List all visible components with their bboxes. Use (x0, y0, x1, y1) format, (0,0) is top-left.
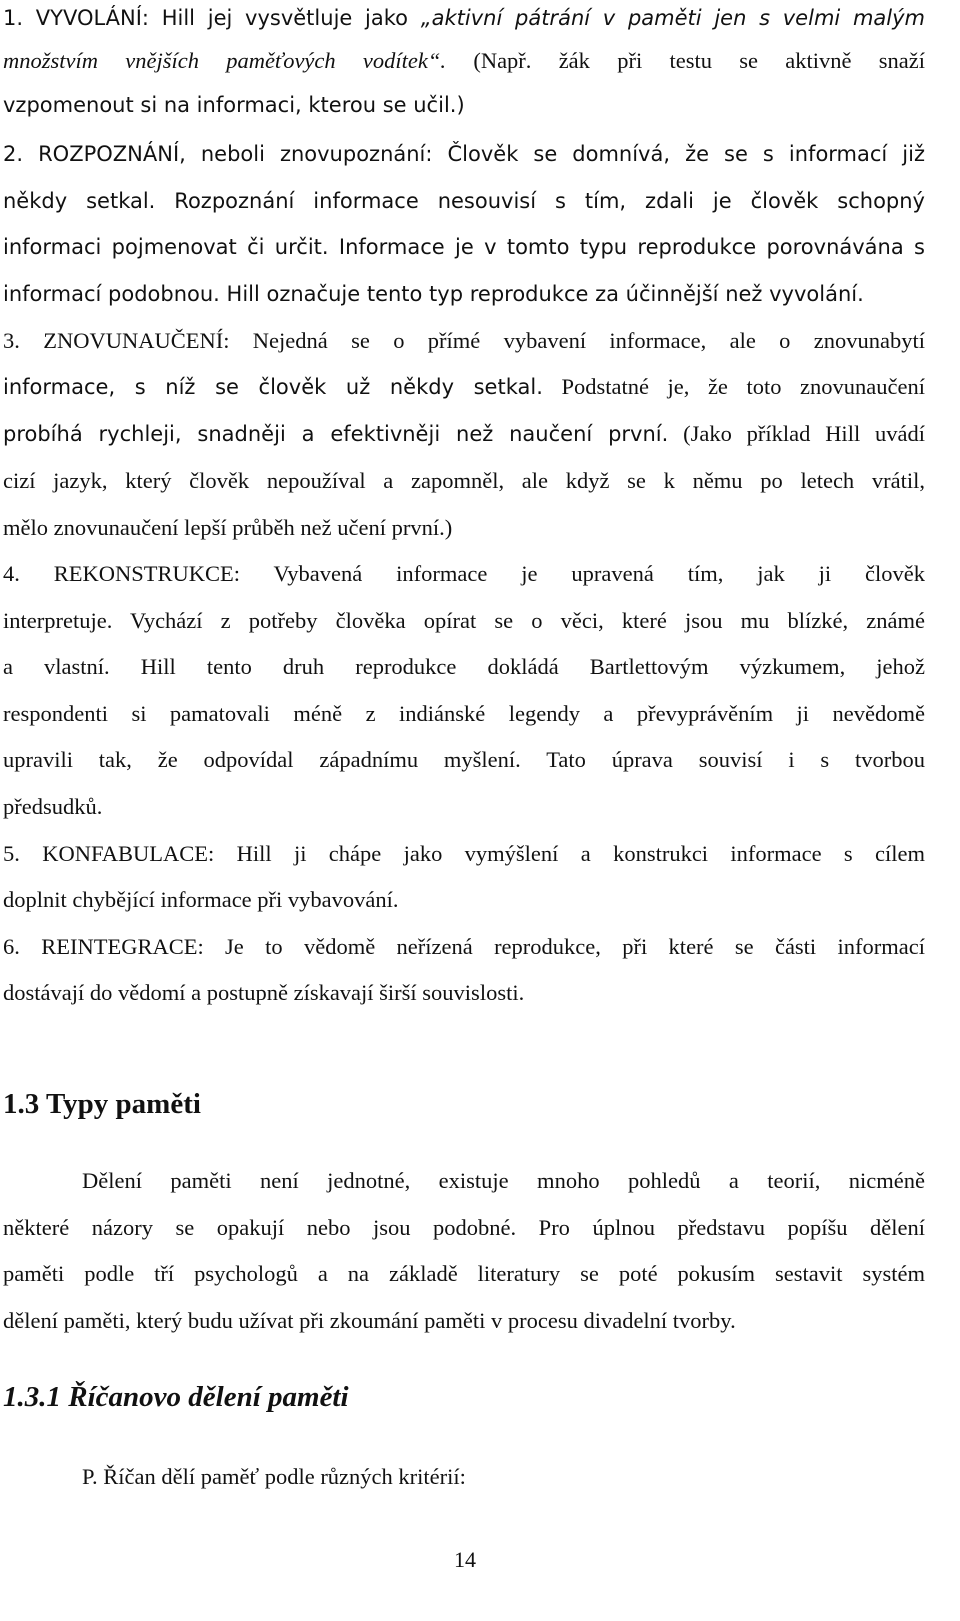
item-1-line-2 (3, 46, 925, 76)
item-4-line-4: respondenti si pamatovali méně z indiánské legendy a převyprávěním ji nevědomě (3, 701, 925, 726)
section-para-line-2: některé názory se opakují nebo jsou podobné. Pro úplnou představu popíšu dělení (3, 1215, 925, 1240)
item-2-line-4: informací podobnou. Hill označuje tento typ reprodukce za účinnější než vyvolání. (3, 282, 864, 306)
item-1-example: (Např. žák při testu se aktivně snaží (446, 48, 926, 73)
item-4-line-6: předsudků. (3, 794, 103, 819)
item-1-line-1 (3, 3, 925, 33)
item-3-line-3-serif: (Jako příklad Hill uvádí (668, 421, 925, 446)
item-4-line-5: upravili tak, že odpovídal západnímu myšlení. Tato úprava souvisí i s tvorbou (3, 747, 925, 772)
section-para-line-3: paměti podle tří psychologů a na základě literatury se poté pokusím sestavit systém (3, 1261, 925, 1286)
section-para-line-1: Dělení paměti není jednotné, existuje mnoho pohledů a teorií, nicméně (82, 1168, 925, 1193)
item-4-line-1: 4. REKONSTRUKCE: Vybavená informace je upravená tím, jak ji člověk (3, 561, 925, 586)
subsection-para: P. Říčan dělí paměť podle různých kritérií: (82, 1464, 466, 1489)
item-3-line-2-sans: informace, s níž se člověk už někdy setkal. (3, 375, 543, 399)
item-3-line-3 (3, 419, 925, 449)
item-3-line-2-serif: Podstatné je, že toto znovunaučení (542, 374, 926, 399)
item-1-line-3: vzpomenout si na informaci, kterou se učil.) (3, 93, 465, 117)
item-2-line-1: 2. ROZPOZNÁNÍ, neboli znovupoznání: Člověk se domnívá, že se s informací již (3, 142, 925, 166)
item-3-line-1: 3. ZNOVUNAUČENÍ: Nejedná se o přímé vybavení informace, ale o znovunabytí (3, 328, 925, 353)
item-6-line-1: 6. REINTEGRACE: Je to vědomě neřízená reprodukce, při které se části informací (3, 934, 925, 959)
item-3-line-2 (3, 372, 925, 402)
item-4-line-3: a vlastní. Hill tento druh reprodukce dokládá Bartlettovým výzkumem, jehož (3, 654, 925, 679)
item-1-prefix: 1. VYVOLÁNÍ: Hill jej vysvětluje jako (3, 6, 421, 30)
page-number: 14 (454, 1547, 476, 1572)
item-3-line-4: cizí jazyk, který člověk nepoužíval a zapomněl, ale když se k němu po letech vrátil, (3, 468, 925, 493)
item-3-line-5: mělo znovunaučení lepší průběh než učení první.) (3, 515, 453, 540)
item-5-line-2: doplnit chybějící informace při vybavování. (3, 887, 399, 912)
item-4-line-2: interpretuje. Vychází z potřeby člověka opírat se o věci, které jsou mu blízké, známé (3, 608, 925, 633)
item-5-line-1: 5. KONFABULACE: Hill ji chápe jako vymýšlení a konstrukci informace s cílem (3, 841, 925, 866)
subsection-heading: 1.3.1 Říčanovo dělení paměti (3, 1381, 349, 1413)
item-2-line-2: někdy setkal. Rozpoznání informace nesouvisí s tím, zdali je člověk schopný (3, 189, 925, 213)
item-6-line-2: dostávají do vědomí a postupně získavají širší souvislosti. (3, 980, 525, 1005)
section-para-line-4: dělení paměti, který budu užívat při zkoumání paměti v procesu divadelní tvorby. (3, 1308, 736, 1333)
item-1-quote-end: množstvím vnějších paměťových vodítek“. (3, 48, 447, 73)
section-heading: 1.3 Typy paměti (3, 1088, 201, 1120)
item-2-line-3: informaci pojmenovat či určit. Informace je v tomto typu reprodukce porovnávána s (3, 235, 925, 259)
item-3-line-3-sans: probíhá rychleji, snadněji a efektivněji než naučení první. (3, 422, 669, 446)
item-1-quote: „aktivní pátrání v paměti jen s velmi malým (420, 6, 925, 30)
